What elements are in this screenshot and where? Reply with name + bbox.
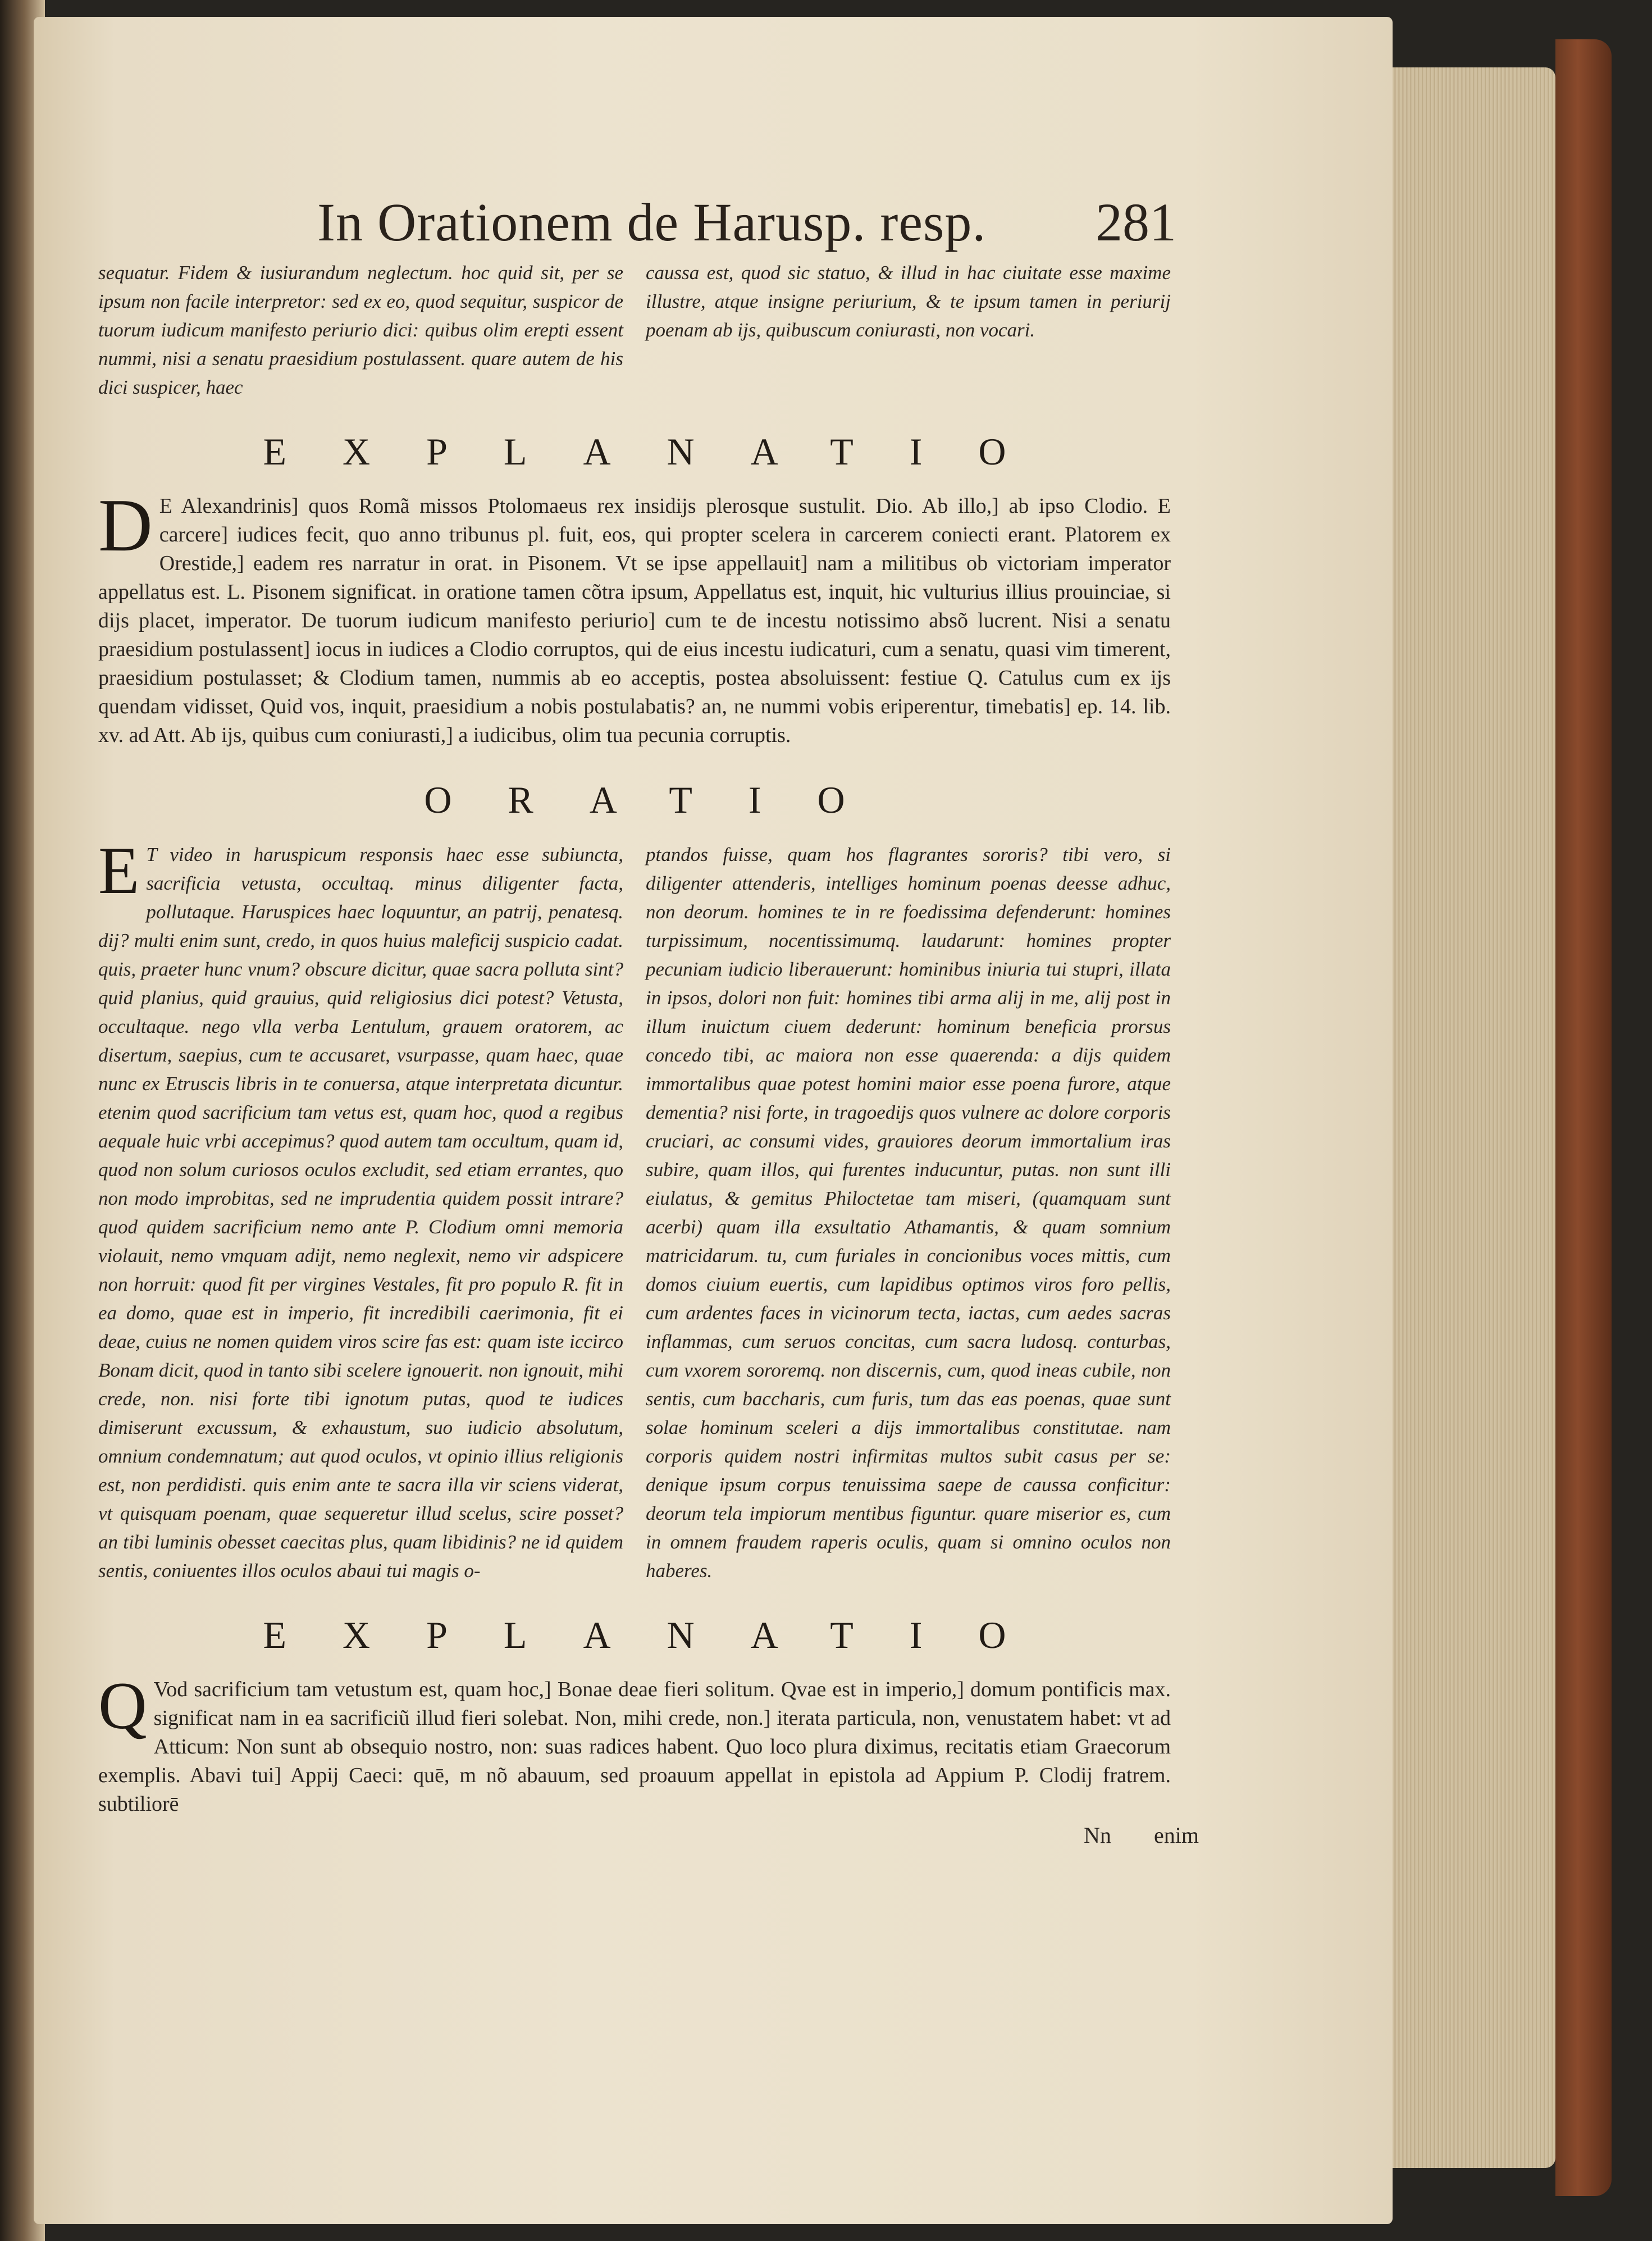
running-head-title: In Orationem de Harusp. resp.	[317, 192, 987, 252]
page-footer	[98, 1822, 1199, 1856]
oratio-left-text: T video in haruspicum responsis haec esse subiuncta, sacrificia vetusta, occultaq. minus diligenter facta, pollutaque. Haruspices haec loquuntur, an patrij, penatesq. dij? multi enim sunt, credo, in quos huius maleficij suspicio cadat. quis, praeter hunc vnum? obscure dicitur, quae sacra polluta sint? quid planius, quid grauius, quid religiosius dici potest? Vetusta, occultaque. nego vlla verba Lentulum, grauem oratorem, ac disertum, saepius, cum te accusaret, vsurpasse, quam haec, quae nunc ex Etruscis libris in te conuersa, atque interpretata dicuntur. etenim quod sacrificium tam vetus est, quam hoc, quod a regibus aequale huic vrbi accepimus? quod autem tam occultum, quam id, quod non solum curiosos oculos excludit, sed etiam errantes, quo non modo improbitas, sed ne imprudentia quidem possit intrare? quod quidem sacrificium nemo ante P. Clodium omni memoria violauit, nemo vmquam adijt, nemo neglexit, nemo vir adspicere non horruit: quod fit per virgines Vestales, fit pro populo R. fit in ea domo, quae est in imperio, fit incredibili caerimonia, fit ei deae, cuius ne nomen quidem viros scire fas est: quam iste iccirco Bonam dicit, quod in tanto sibi scelere ignouerit. non ignouit, mihi crede, non. nisi forte tibi ignotum putas, quod te iudices dimiserunt excussum, & exhaustum, suo iudicio absolutum, omnium condemnatum; aut quod oculos, vt opinio illius religionis est, non perdidisti. quis enim ante te sacra illa vir sciens viderat, vt quisquam poenam, quae sequeretur illud scelus, scire posset? an tibi luminis obesset caecitas plus, quam libidinis? ne id quidem sentis, coniuentes illos oculos abaui tui magis o-	[98, 844, 623, 1582]
catchword: enim	[1154, 1823, 1199, 1848]
explanatio-block-2	[98, 1668, 1171, 1819]
explanatio-block-1	[98, 484, 1171, 750]
book-page	[34, 17, 1393, 2224]
oratio-right-text: ptandos fuisse, quam hos flagrantes sororis? tibi vero, si diligenter attenderis, intelliges hominum poenas deesse adhuc, non deorum. homines te in re foedissima defenderunt: homines turpissimum, nocentissimumq. laudarunt: homines propter pecuniam iudicio liberauerunt: hominibus iniuria tui stupri, illata in ipsos, dolori non fuit: homines tibi arma alij in me, alij post in illum inuictum ciuem dederunt: hominum beneficia prorsus concedo tibi, ac maiora non esse quaerenda: a dijs quidem immortalibus quae potest homini maior esse poena furore, atque dementia? nisi forte, in tragoedijs quos vulnere ac dolore corporis cruciari, ac consumi vides, grauiores deorum immortalium iras subire, quam illos, qui furentes inducuntur, putas. non sunt illi eiulatus, & gemitus Philoctetae tam miseri, (quamquam sunt acerbi) quam illa exsultatio Athamantis, & quam somnium matricidarum. tu, cum furiales in concionibus voces mittis, cum domos ciuium euertis, cum lapidibus optimos viros foro pellis, cum ardentes faces in vicinorum tecta, iactas, cum aedes sacras inflammas, cum seruos concitas, cum sacra ludosq. conturbas, cum vxorem sororemq. non discernis, cum, quod ineas cubile, non sentis, cum baccharis, cum furis, tum das eas poenas, quae sunt solae hominum sceleri a dijs immortalibus constitutae. nam corporis quidem nostri infirmitas multos subit casus per se: denique ipsum corpus tenuissima saepe de caussa conficitur: deorum tela impiorum mentibus figuntur. quare miserior es, cum in omnem fraudem raperis oculis, quam si omnino oculos non haberes.	[646, 844, 1171, 1582]
explanatio-heading-1: EXPLANATIO	[263, 430, 1062, 473]
explanatio-text-1: E Alexandrinis] quos Romã missos Ptolomaeus rex insidijs plerosque sustulit. Dio. Ab illo,] ab ipso Clodio. E carcere] iudices fecit, quo anno tribunus pl. fuit, eos, qui propter scelera in carcerem coniecti erant. Platorem ex Orestide,] eadem res narratur in orat. in Pisonem. Vt se ipse appellauit] nam a militibus ob victoriam imperator appellatus est. L. Pisonem significat. in oratione tamen cõtra ipsum, Appellatus est, inquit, hic vulturius illius prouinciae, si dijs placet, imperator. De tuorum iudicum manifesto periurio] cum te de incestu notissimo absõ lucrent. Nisi a senatu praesidium postulassent] iocus in iudices a Clodio corruptos, qui de eius incestu iudicaturi, cum a senatu, quasi vim timerent, praesidium postulasset; & Clodium tamen, nummis ab eo acceptis, postea absoluissent: festiue Q. Catulus cum ex ijs quendam vidisset, Quid vos, inquit, praesidium a nobis postulabatis? an, ne nummi vobis eriperentur, timebatis] ep. 14. lib. xv. ad Att. Ab ijs, quibus cum coniurasti,] a iudicibus, olim tua pecunia corruptis.	[98, 494, 1171, 747]
top-left-text: sequatur. Fidem & iusiurandum neglectum. hoc quid sit, per se ipsum non facile interpretor: sed ex eo, quod sequitur, suspicor de tuorum iudicum manifesto periurio dici: quibus olim erepti essent nummi, nisi a senatu praesidium postulassent. quare autem de his dici suspicer, haec	[98, 262, 623, 398]
page-number: 281	[1096, 192, 1176, 252]
dropcap-e: E	[98, 833, 140, 908]
explanatio-heading-2: EXPLANATIO	[263, 1614, 1062, 1656]
oratio-columns	[98, 833, 1171, 1585]
page-block-edge	[1393, 67, 1555, 2168]
running-head	[98, 191, 1176, 258]
book-cover-edge	[1555, 39, 1612, 2196]
explanatio-text-2: Vod sacrificium tam vetustum est, quam hoc,] Bonae deae fieri solitum. Qvae est in imperio,] domum pontificis max. significat nam in ea sacrificiũ illud fieri solebat. Non, mihi crede, non.] iterata particula, non, venustatem habet: vt ad Atticum: Non sunt ab obsequio nostro, non: suas radices habent. Quo loco plura diximus, recitatis etiam Graecorum exemplis. Abavi tui] Appij Caeci: quē, m nõ abauum, sed proauum appellat in epistola ad Appium P. Clodij fratrem. subtiliorē	[98, 1678, 1171, 1816]
oratio-heading: ORATIO	[424, 778, 901, 821]
oratio-right-column	[646, 840, 1171, 1585]
top-right-column	[646, 258, 1171, 402]
top-columns	[98, 258, 1171, 402]
oratio-left-column	[98, 833, 623, 1585]
dropcap-d: D	[98, 484, 153, 567]
top-left-column	[98, 258, 623, 402]
signature-mark: Nn	[1084, 1823, 1111, 1848]
top-right-text: caussa est, quod sic statuo, & illud in hac ciuitate esse maxime illustre, atque insigne periurium, & te ipsum tamen in periurij poenam ab ijs, quibuscum coniurasti, non vocari.	[646, 262, 1171, 341]
dropcap-q: Q	[98, 1668, 147, 1743]
page-content	[98, 191, 1199, 1856]
